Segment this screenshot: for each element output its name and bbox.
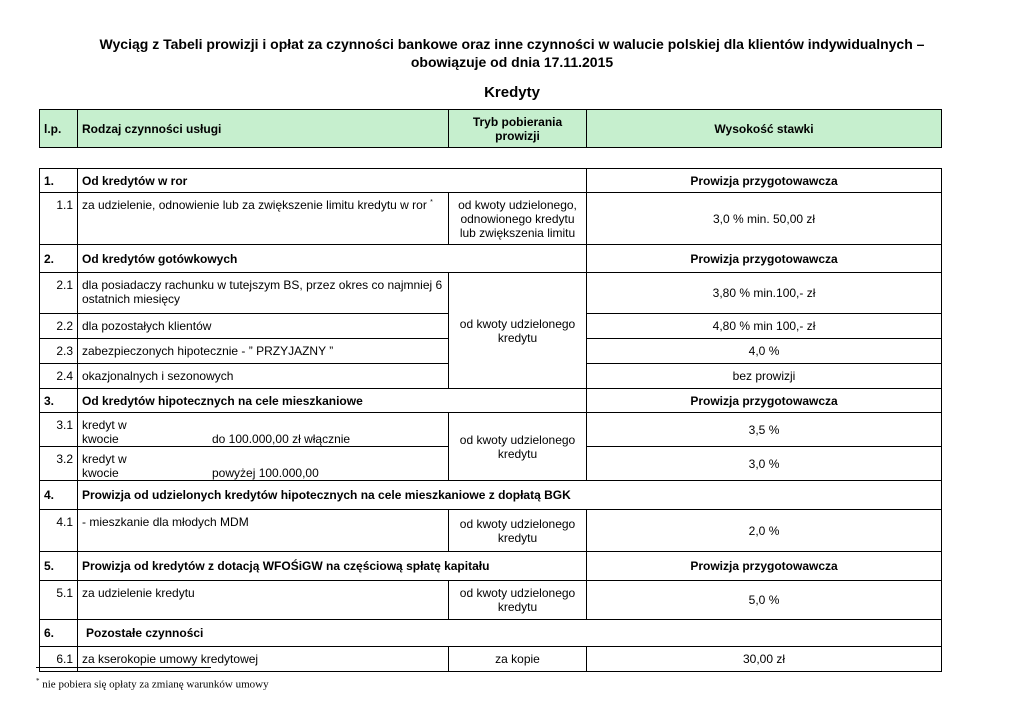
document-title-line2: obowiązuje od dnia 17.11.2015 (410, 54, 614, 70)
row-rate: 3,0 % min. 50,00 zł (587, 193, 942, 245)
document-title-line1: Wyciąg z Tabeli prowizji i opłat za czynności bankowe oraz inne czynności w walucie polskiej dla klientów indywidualnych – (99, 36, 925, 52)
section-subtitle: Kredyty (484, 84, 540, 101)
section-title: Od kredytów w ror (78, 169, 587, 193)
row-description-text: za udzielenie, odnowienie lub za zwiększenie limitu kredytu w ror (82, 198, 431, 212)
section-title-text: Pozostałe czynności (86, 626, 204, 640)
section-title: Od kredytów gotówkowych (78, 245, 587, 273)
section-rate: Prowizja przygotowawcza (587, 169, 942, 193)
section-row-3 (40, 389, 942, 413)
fees-table (39, 168, 942, 672)
row-number: 3.2 (40, 447, 78, 481)
table-row-4-1 (40, 510, 942, 552)
row-mode: od kwoty udzielonego, odnowionego kredytu lub zwiększenia limitu (449, 193, 587, 245)
row-description-label: kredyt w kwocie (82, 418, 127, 446)
section-title: Prowizja od kredytów z dotacją WFOŚiGW na częściową spłatę kapitału (78, 552, 587, 581)
row-description: za kserokopie umowy kredytowej (78, 647, 449, 672)
table-row-1-1 (40, 193, 942, 245)
section-number: 4. (40, 481, 78, 510)
row-mode: za kopie (449, 647, 587, 672)
section-rate: Prowizja przygotowawcza (587, 389, 942, 413)
table-row-2-1 (40, 273, 942, 314)
row-rate: 3,80 % min.100,- zł (587, 273, 942, 314)
section-number: 6. (40, 620, 78, 647)
row-rate: 4,0 % (587, 339, 942, 364)
row-description: - mieszkanie dla młodych MDM (78, 510, 449, 552)
header-row (40, 110, 942, 148)
row-number: 6.1 (40, 647, 78, 672)
row-number: 1.1 (40, 193, 78, 245)
table-row-5-1 (40, 581, 942, 620)
header-rodzaj: Rodzaj czynności usługi (78, 110, 449, 148)
row-rate: 4,80 % min 100,- zł (587, 314, 942, 339)
row-description-amount: do 100.000,00 zł włącznie (212, 432, 351, 446)
row-mode: od kwoty udzielonego kredytu (449, 273, 587, 389)
row-rate: 2,0 % (587, 510, 942, 552)
row-description (78, 447, 449, 481)
row-description: za udzielenie kredytu (78, 581, 449, 620)
row-description (78, 413, 449, 447)
header-tryb: Tryb pobierania prowizji (449, 110, 587, 148)
row-rate: 30,00 zł (587, 647, 942, 672)
row-description: okazjonalnych i sezonowych (78, 364, 449, 389)
row-mode: od kwoty udzielonego kredytu (449, 413, 587, 481)
row-number: 2.1 (40, 273, 78, 314)
section-title: Prowizja od udzielonych kredytów hipotecznych na cele mieszkaniowe z dopłatą BGK (78, 481, 942, 510)
row-number: 4.1 (40, 510, 78, 552)
footnote-mark: * (36, 677, 40, 685)
row-number: 3.1 (40, 413, 78, 447)
row-mode: od kwoty udzielonego kredytu (449, 581, 587, 620)
section-number: 5. (40, 552, 78, 581)
section-row-4 (40, 481, 942, 510)
row-description: dla posiadaczy rachunku w tutejszym BS, przez okres co najmniej 6 ostatnich miesięcy (78, 273, 449, 314)
section-row-1 (40, 169, 942, 193)
row-rate: 5,0 % (587, 581, 942, 620)
section-title: Od kredytów hipotecznych na cele mieszkaniowe (78, 389, 587, 413)
table-row-3-1 (40, 413, 942, 447)
row-rate: 3,5 % (587, 413, 942, 447)
section-row-6 (40, 620, 942, 647)
row-description-amount: powyżej 100.000,00 (212, 466, 319, 480)
row-description (78, 193, 449, 245)
header-wysokosc: Wysokość stawki (587, 110, 942, 148)
row-number: 2.4 (40, 364, 78, 389)
footnote-text: nie pobiera się opłaty za zmianę warunków umowy (39, 678, 269, 691)
row-number: 5.1 (40, 581, 78, 620)
row-description-label: kredyt w kwocie (82, 452, 127, 480)
section-row-2 (40, 245, 942, 273)
row-rate: 3,0 % (587, 447, 942, 481)
section-number: 3. (40, 389, 78, 413)
section-number: 2. (40, 245, 78, 273)
section-number: 1. (40, 169, 78, 193)
row-number: 2.2 (40, 314, 78, 339)
section-title (78, 620, 942, 647)
header-table (39, 109, 942, 148)
footnote (36, 677, 269, 691)
section-rate: Prowizja przygotowawcza (587, 552, 942, 581)
row-rate: bez prowizji (587, 364, 942, 389)
row-mode: od kwoty udzielonego kredytu (449, 510, 587, 552)
row-description: dla pozostałych klientów (78, 314, 449, 339)
row-number: 2.3 (40, 339, 78, 364)
header-lp: l.p. (40, 110, 78, 148)
footnote-divider (36, 667, 211, 668)
section-row-5 (40, 552, 942, 581)
footnote-marker: * (430, 199, 433, 206)
section-rate: Prowizja przygotowawcza (587, 245, 942, 273)
row-description: zabezpieczonych hipotecznie - ” PRZYJAZNY ” (78, 339, 449, 364)
